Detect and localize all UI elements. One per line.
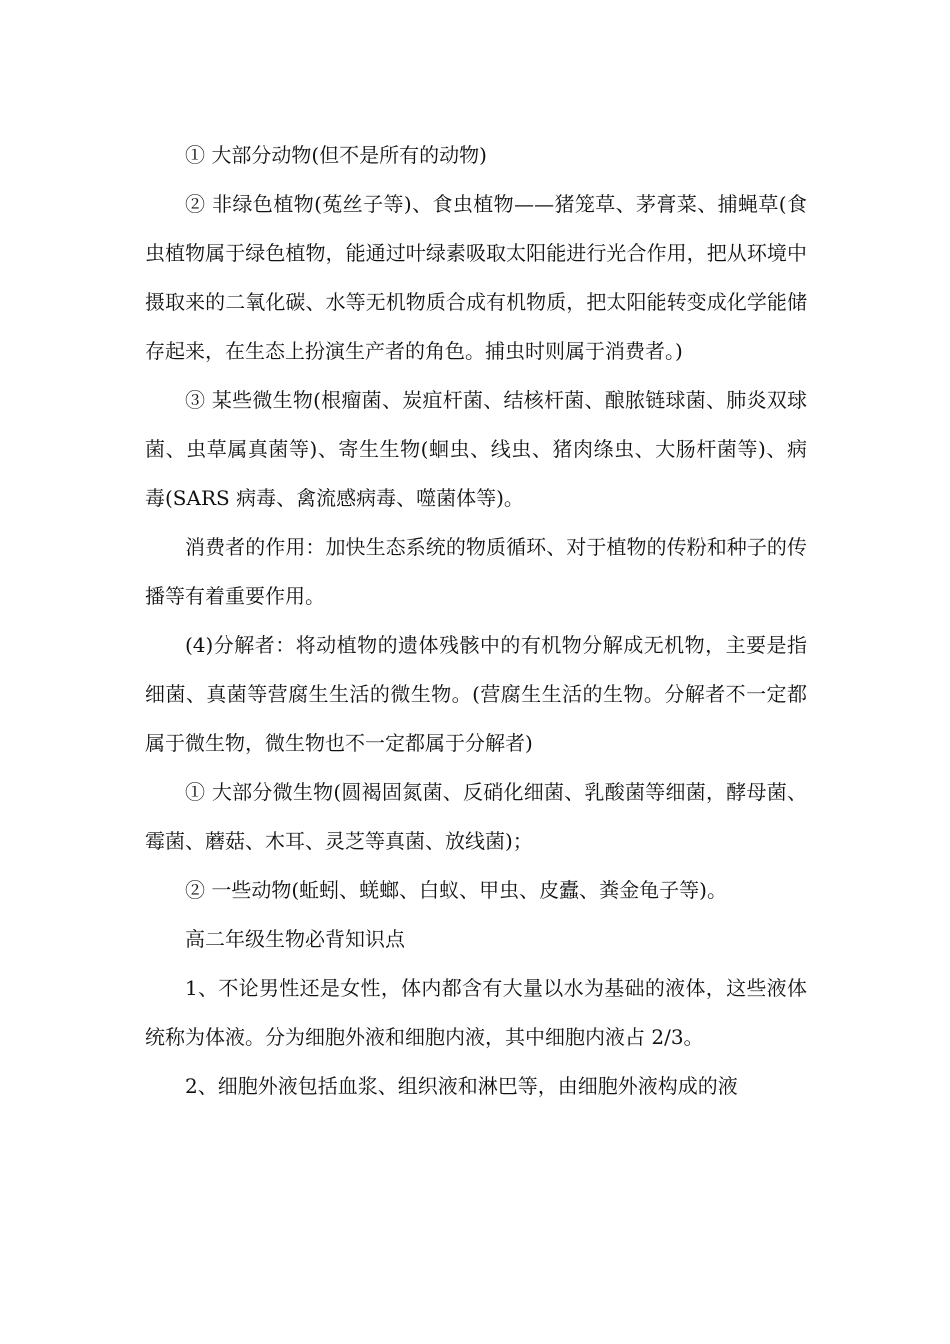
- paragraph-decomposers: (4)分解者：将动植物的遗体残骸中的有机物分解成无机物，主要是指细菌、真菌等营腐生生活的微生物。(营腐生生活的生物。分解者不一定都属于微生物，微生物也不一定都属于分解者): [145, 633, 807, 755]
- paragraph-decomposer-microbes: ① 大部分微生物(圆褐固氮菌、反硝化细菌、乳酸菌等细菌，酵母菌、霉菌、蘑菇、木耳、灵芝等真菌、放线菌)；: [145, 780, 807, 853]
- paragraph-animals: ① 大部分动物(但不是所有的动物): [185, 143, 487, 167]
- paragraph-point-2: 2、细胞外液包括血浆、组织液和淋巴等，由细胞外液构成的液: [185, 1074, 738, 1098]
- paragraph-non-green-plants: ② 非绿色植物(菟丝子等)、食虫植物——猪笼草、茅膏菜、捕蝇草(食虫植物属于绿色植物，能通过叶绿素吸取太阳能进行光合作用，把从环境中摄取来的二氧化碳、水等无机物质合成有机物质，把太阳能转变成化学能储存起来，在生态上扮演生产者的角色。捕虫时则属于消费者。): [145, 192, 807, 363]
- paragraph-point-1: 1、不论男性还是女性，体内都含有大量以水为基础的液体，这些液体统称为体液。分为细胞外液和细胞内液，其中细胞内液占 2/3。: [145, 976, 807, 1049]
- document-body: [145, 131, 807, 1111]
- section-heading: 高二年级生物必背知识点: [185, 927, 405, 951]
- paragraph-decomposer-animals: ② 一些动物(蚯蚓、蜣螂、白蚁、甲虫、皮蠹、粪金龟子等)。: [185, 878, 727, 902]
- paragraph-microbes-parasites: ③ 某些微生物(根瘤菌、炭疽杆菌、结核杆菌、酿脓链球菌、肺炎双球菌、虫草属真菌等)、寄生生物(蛔虫、线虫、猪肉绦虫、大肠杆菌等)、病毒(SARS 病毒、禽流感病毒、噬菌体等)。: [145, 388, 807, 510]
- paragraph-consumer-role: 消费者的作用：加快生态系统的物质循环、对于植物的传粉和种子的传播等有着重要作用。: [145, 535, 807, 608]
